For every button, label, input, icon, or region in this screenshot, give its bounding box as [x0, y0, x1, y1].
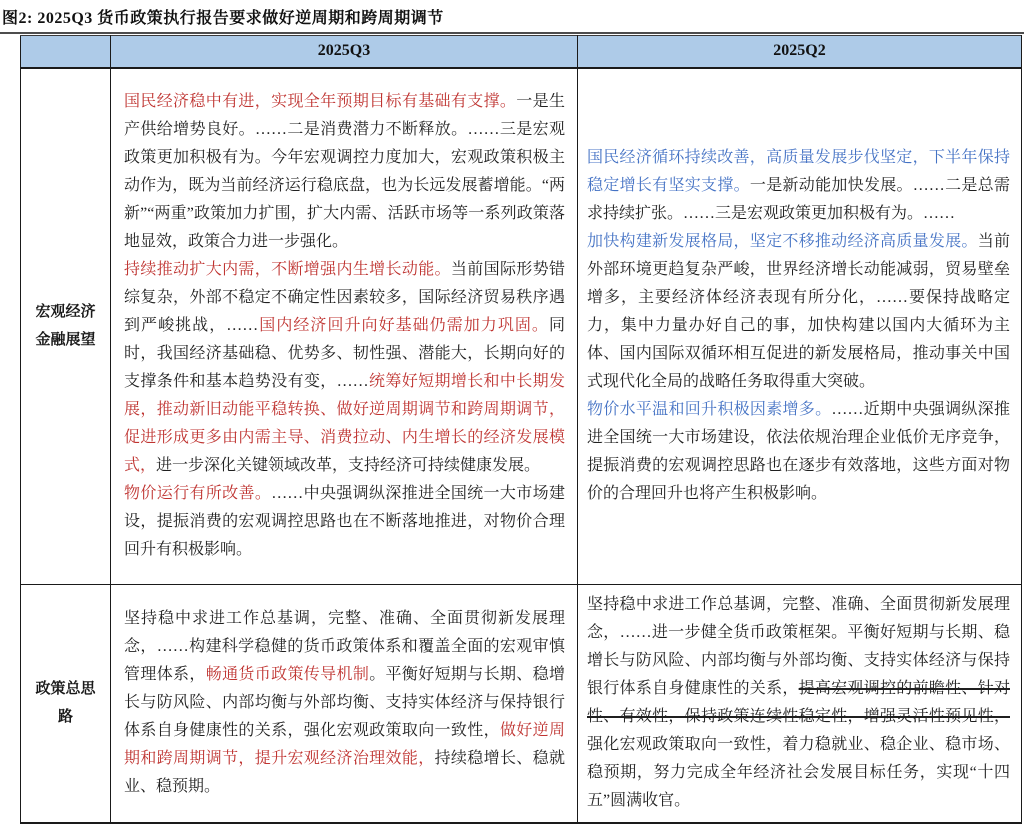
- text-segment: 同时，我国经济基础稳、优势多、韧性强、潜能大，长期向好的支撑条件和基本趋势没有变，……: [124, 317, 565, 391]
- red-text-segment: 国民经济稳中有进，实现全年预期目标有基础有支撑。: [124, 93, 517, 111]
- paragraph: [124, 605, 565, 801]
- text-segment: 一是新动能加快发展。……二是总需求持续扩张。……三是宏观政策更加积极有为。……: [587, 177, 1010, 223]
- header-cell-2025q3: 2025Q3: [111, 36, 578, 68]
- red-text-segment: 物价运行有所改善。: [124, 485, 272, 503]
- figure-title: 图2: 2025Q3 货币政策执行报告要求做好逆周期和跨周期调节: [0, 0, 1024, 34]
- paragraph: [587, 228, 1010, 396]
- row-label-text: 宏观经济金融展望: [35, 304, 96, 349]
- paragraph: [124, 88, 565, 256]
- red-text-segment: 持续推动扩大内需，不断增强内生增长动能。: [124, 261, 451, 279]
- paragraph: [124, 256, 565, 480]
- header-cell-2025q2: 2025Q2: [578, 36, 1022, 68]
- blue-text-segment: 加快构建新发展格局，坚定不移推动经济高质量发展。: [587, 233, 978, 251]
- struck-text-segment: 提高宏观调控的前瞻性、针对性、有效性，保持政策连续性稳定性，增强灵活性预见性，: [587, 680, 1010, 726]
- cell-policy-thinking-q2: [578, 585, 1022, 823]
- text-segment: 一是生产供给增势良好。……二是消费潜力不断释放。……三是宏观政策更加积极有为。今年宏观调控力度加大，宏观政策积极主动作为，既为当前经济运行稳底盘，也为长远发展蓄增能。“两新”“两重”政策加力扩围，扩大内需、活跃市场等一系列政策落地显效，政策合力进一步强化。: [124, 93, 565, 251]
- paragraph: [587, 144, 1010, 228]
- header-cell-empty: [21, 36, 111, 68]
- text-segment: ……中央强调纵深推进全国统一大市场建设，提振消费的宏观调控思路也在不断落地推进，对物价合理回升有积极影响。: [124, 485, 565, 559]
- cell-policy-thinking-q3: [111, 585, 578, 823]
- paragraph: [124, 480, 565, 564]
- paragraph: [587, 591, 1010, 815]
- blue-text-segment: 物价水平温和回升积极因素增多。: [587, 401, 832, 419]
- red-text-segment: 国内经济回升向好基础仍需加力巩固。: [258, 317, 549, 335]
- text-segment: ……近期中央强调纵深推进全国统一大市场建设，依法依规治理企业低价无序竞争，提振消费的宏观调控思路也在逐步有效落地，这些方面对物价的合理回升也将产生积极影响。: [587, 401, 1010, 503]
- text-segment: 进一步深化关键领域改革，支持经济可持续健康发展。: [156, 457, 541, 475]
- text-segment: 持续稳增长、稳就业、稳预期。: [124, 750, 565, 796]
- cell-macro-outlook-q2: [578, 68, 1022, 585]
- red-text-segment: 畅通货币政策传导机制: [205, 666, 370, 684]
- cell-macro-outlook-q3: [111, 68, 578, 585]
- row-label-policy-thinking: [21, 585, 111, 823]
- text-segment: 当前国际形势错综复杂，外部不稳定不确定性因素较多，国际经济贸易秩序遇到严峻挑战，……: [124, 261, 565, 335]
- paragraph: [587, 396, 1010, 508]
- table-row-macro-outlook: [21, 68, 1022, 585]
- row-label-text: 政策总思路: [35, 681, 96, 726]
- text-segment: 当前外部环境更趋复杂严峻，世界经济增长动能减弱，贸易壁垒增多，主要经济体经济表现有所分化，……要保持战略定力，集中力量办好自己的事，加快构建以国内大循环为主体、国内国际双循环相互促进的新发展格局，推动事关中国式现代化全局的战略任务取得重大突破。: [587, 233, 1010, 391]
- table-row-policy-thinking: [21, 585, 1022, 823]
- table-header-row: [21, 36, 1022, 68]
- red-text-segment: 做好逆周期和跨周期调节，提升宏观经济治理效能，: [124, 722, 565, 768]
- blue-text-segment: 国民经济循环持续改善，高质量发展步伐坚定，下半年保持稳定增长有坚实支撑。: [587, 149, 1010, 195]
- red-text-segment: 统筹好短期增长和中长期发展，推动新旧动能平稳转换、做好逆周期调节和跨周期调节，促进形成更多由内需主导、消费拉动、内生增长的经济发展模式，: [124, 373, 565, 475]
- row-label-macro-outlook: [21, 68, 111, 585]
- text-segment: 强化宏观政策取向一致性，着力稳就业、稳企业、稳市场、稳预期，努力完成全年经济社会发展目标任务，实现“十四五”圆满收官。: [587, 736, 1010, 810]
- text-segment: 。平衡好短期与长期、稳增长与防风险、内部均衡与外部均衡、支持实体经济与保持银行体系自身健康性的关系，强化宏观政策取向一致性，: [124, 666, 565, 740]
- policy-comparison-table: [20, 35, 1022, 824]
- text-segment: 坚持稳中求进工作总基调，完整、准确、全面贯彻新发展理念，……进一步健全货币政策框架。平衡好短期与长期、稳增长与防风险、内部均衡与外部均衡、支持实体经济与保持银行体系自身健康性的关系，: [587, 596, 1010, 698]
- text-segment: 坚持稳中求进工作总基调，完整、准确、全面贯彻新发展理念，……构建科学稳健的货币政策体系和覆盖全面的宏观审慎管理体系，: [124, 610, 565, 684]
